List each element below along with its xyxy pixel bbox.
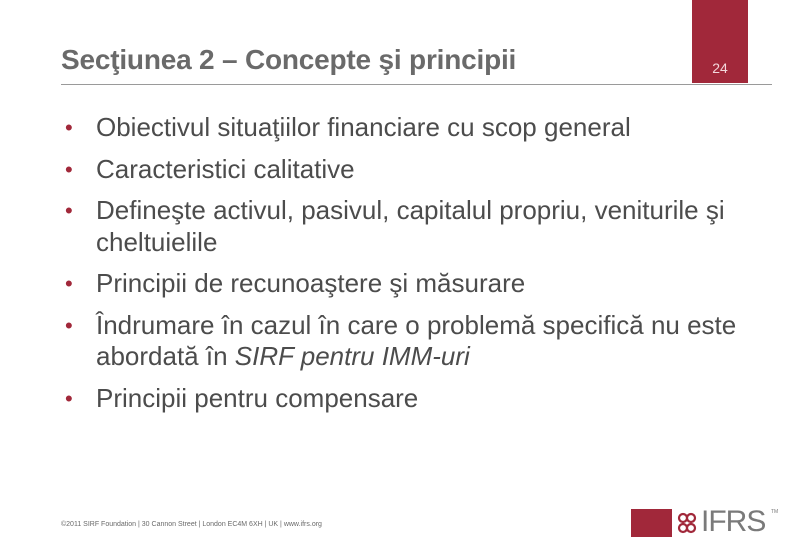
- footer-text: ©2011 SIRF Foundation | 30 Cannon Street | London EC4M 6XH | UK | www.ifrs.org: [61, 521, 322, 528]
- bullet-item: [63, 112, 763, 144]
- bullet-dot-icon: •: [65, 115, 73, 140]
- bullet-item: [63, 268, 763, 300]
- bullet-item: [63, 383, 763, 415]
- bullet-text: Îndrumare în cazul în care o problemă specifică nu este abordată în: [96, 309, 737, 371]
- bullet-item: [63, 310, 763, 373]
- bullet-text: Obiectivul situaţiilor financiare cu scop general: [96, 112, 631, 142]
- bullet-text: Principii pentru compensare: [96, 382, 419, 413]
- page-number-tab: [692, 0, 748, 83]
- bullet-emphasis: SIRF pentru IMM-uri: [234, 341, 470, 371]
- bullet-text: Defineşte activul, pasivul, capitalul propriu, veniturile şi cheltuielile: [96, 195, 725, 257]
- bullet-list: [63, 112, 763, 424]
- bullet-text: Caracteristici calitative: [96, 153, 355, 184]
- ifrs-logo: [631, 505, 779, 538]
- bullet-item: [63, 154, 763, 186]
- logo-wordmark: IFRS: [701, 505, 766, 538]
- logo-trademark: TM: [771, 509, 779, 515]
- bullet-dot-icon: •: [65, 385, 73, 411]
- bullet-text: Principii de recunoaştere şi măsurare: [96, 268, 526, 298]
- logo-accent-bar: [631, 509, 672, 537]
- bullet-dot-icon: •: [65, 271, 73, 296]
- slide-title: Secţiunea 2 – Concepte şi principii: [61, 44, 517, 75]
- ifrs-emblem-icon: [675, 511, 699, 535]
- bullet-dot-icon: •: [65, 198, 73, 223]
- bullet-dot-icon: •: [65, 312, 73, 338]
- title-divider: [61, 84, 772, 85]
- bullet-item: [63, 195, 763, 258]
- bullet-dot-icon: •: [65, 156, 73, 182]
- page-number: 24: [712, 60, 728, 76]
